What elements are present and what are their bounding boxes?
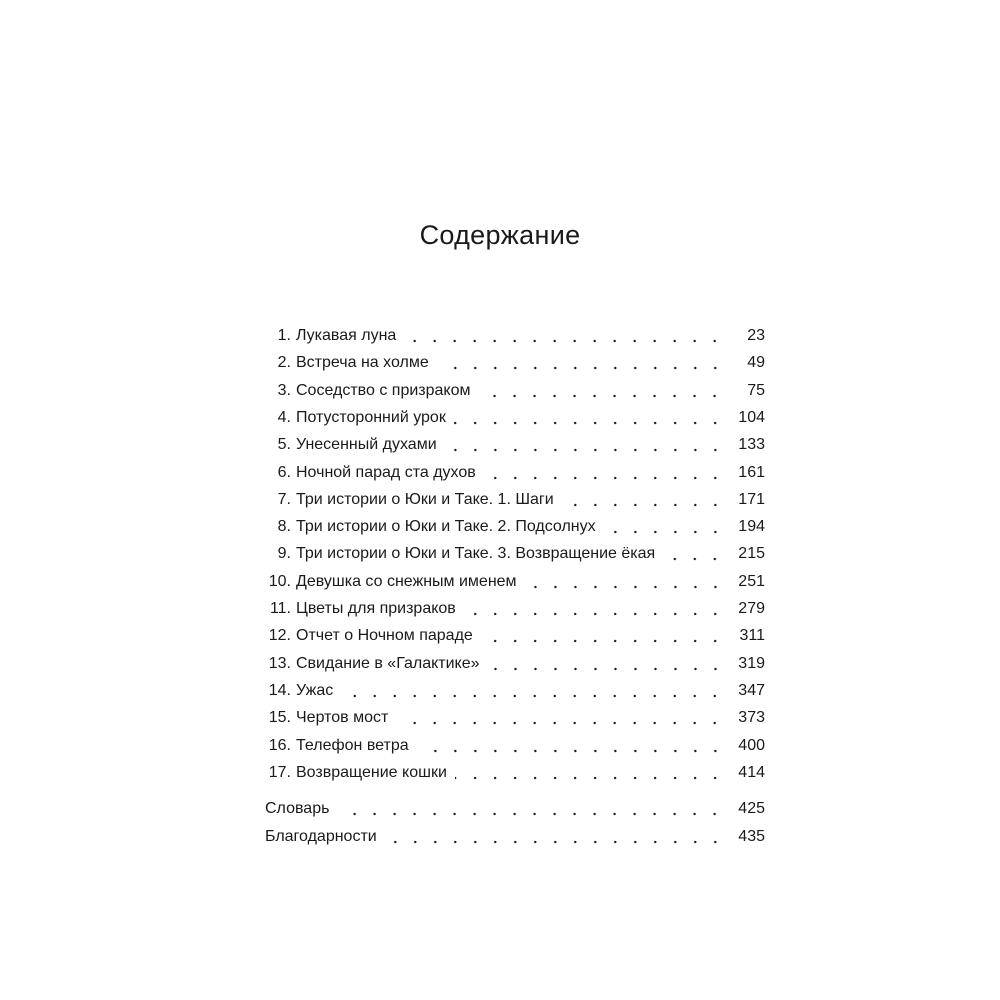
toc-entry-title: Возвращение кошки bbox=[296, 763, 447, 781]
toc-entry bbox=[265, 761, 765, 785]
toc-entry-page: 319 bbox=[738, 654, 765, 672]
toc-entry-title: Три истории о Юки и Таке. 3. Возвращение ёкая bbox=[296, 545, 656, 563]
toc-entry bbox=[265, 379, 765, 403]
toc-entry-page: 251 bbox=[738, 572, 765, 590]
dot-leader bbox=[604, 515, 725, 539]
toc-entry-title: Потусторонний урок bbox=[296, 408, 446, 426]
toc-entry-title: Телефон ветра bbox=[296, 736, 409, 754]
toc-entry bbox=[265, 351, 765, 375]
toc-entry-page: 425 bbox=[738, 800, 765, 817]
toc-entry bbox=[265, 624, 765, 648]
dot-leader bbox=[385, 825, 725, 849]
toc-entry-number: 5. bbox=[277, 436, 291, 454]
toc-entry-number: 2. bbox=[277, 354, 291, 372]
dot-leader bbox=[454, 406, 725, 430]
toc-entry-number: 1. bbox=[277, 327, 291, 344]
toc-entry bbox=[265, 652, 765, 676]
dot-leader bbox=[396, 706, 725, 730]
toc-entry-page: 194 bbox=[738, 518, 765, 536]
toc-entry-page: 347 bbox=[738, 681, 765, 699]
toc-entry-title: Ужас bbox=[296, 681, 334, 699]
toc-entry-title: Лукавая луна bbox=[296, 327, 397, 344]
dot-leader bbox=[404, 324, 725, 348]
toc-entry-number: 11. bbox=[269, 600, 291, 617]
toc-entry-number: 12. bbox=[268, 627, 291, 645]
toc-entry bbox=[265, 734, 765, 758]
dot-leader bbox=[663, 542, 725, 566]
toc-entry-number: 13. bbox=[268, 654, 291, 672]
toc-entry-title: Цветы для призраков bbox=[296, 600, 456, 617]
toc-entry bbox=[265, 797, 765, 821]
toc-entry-page: 311 bbox=[739, 627, 765, 645]
toc-entry-page: 104 bbox=[738, 408, 765, 426]
toc-entry-page: 49 bbox=[747, 354, 765, 372]
toc-entry-number: 7. bbox=[277, 490, 291, 508]
toc-entry-title: Девушка со снежным именем bbox=[296, 572, 517, 590]
dot-leader bbox=[337, 797, 725, 821]
toc-entry-page: 400 bbox=[738, 736, 765, 754]
toc-entry-number: 14. bbox=[268, 681, 291, 699]
toc-entry-page: 23 bbox=[747, 327, 765, 344]
toc-entry-page: 279 bbox=[738, 600, 765, 617]
toc-entry-title: Чертов мост bbox=[296, 709, 389, 727]
toc-entry-number: 9. bbox=[277, 545, 291, 563]
toc-entry bbox=[265, 542, 765, 566]
toc-entry bbox=[265, 825, 765, 849]
toc-entry-title: Свидание в «Галактике» bbox=[296, 654, 480, 672]
toc-entry-title: Три истории о Юки и Таке. 2. Подсолнух bbox=[296, 518, 596, 536]
toc-entry-title: Словарь bbox=[265, 800, 330, 817]
toc-entry-page: 75 bbox=[747, 381, 765, 399]
dot-leader bbox=[478, 379, 725, 403]
toc-entry-page: 133 bbox=[738, 436, 765, 454]
toc-entry-title: Встреча на холме bbox=[296, 354, 429, 372]
dot-leader bbox=[417, 734, 725, 758]
dot-leader bbox=[562, 488, 725, 512]
toc-entry-title: Три истории о Юки и Таке. 1. Шаги bbox=[296, 490, 554, 508]
dot-leader bbox=[484, 461, 725, 485]
toc-entry-title: Отчет о Ночном параде bbox=[296, 627, 473, 645]
dot-leader bbox=[445, 433, 725, 457]
toc-entry bbox=[265, 324, 765, 348]
toc-entry-page: 161 bbox=[738, 463, 765, 481]
toc-entry bbox=[265, 488, 765, 512]
dot-leader bbox=[525, 570, 725, 594]
toc-entry-page: 414 bbox=[738, 763, 765, 781]
dot-leader bbox=[455, 761, 725, 785]
dot-leader bbox=[488, 652, 725, 676]
toc-entry bbox=[265, 679, 765, 703]
toc-entry bbox=[265, 597, 765, 621]
dot-leader bbox=[464, 597, 725, 621]
toc-entry-page: 215 bbox=[738, 545, 765, 563]
toc-entry-page: 373 bbox=[738, 709, 765, 727]
toc-entry-title: Ночной парад ста духов bbox=[296, 463, 476, 481]
toc-entry-number: 16. bbox=[268, 736, 291, 754]
toc-entry-number: 15. bbox=[268, 709, 291, 727]
toc-entry-page: 435 bbox=[738, 828, 765, 845]
toc-entry-title: Соседство с призраком bbox=[296, 381, 471, 399]
toc-entry-title: Благодарности bbox=[265, 828, 377, 845]
toc-entry bbox=[265, 433, 765, 457]
toc-entry bbox=[265, 406, 765, 430]
toc-entry bbox=[265, 570, 765, 594]
toc-entry-number: 8. bbox=[277, 518, 291, 536]
toc-entry bbox=[265, 515, 765, 539]
dot-leader bbox=[481, 624, 725, 648]
toc-entry-number: 6. bbox=[277, 463, 291, 481]
dot-leader bbox=[437, 351, 725, 375]
page-title: Содержание bbox=[419, 220, 581, 250]
toc-entry-title: Унесенный духами bbox=[296, 436, 437, 454]
toc-entry-number: 4. bbox=[277, 408, 291, 426]
toc-entry-number: 3. bbox=[277, 381, 291, 399]
toc-entry bbox=[265, 706, 765, 730]
toc-entry-number: 17. bbox=[268, 763, 291, 781]
dot-leader bbox=[341, 679, 725, 703]
toc-entry bbox=[265, 461, 765, 485]
toc-entry-page: 171 bbox=[738, 490, 765, 508]
toc-entry-number: 10. bbox=[268, 572, 291, 590]
